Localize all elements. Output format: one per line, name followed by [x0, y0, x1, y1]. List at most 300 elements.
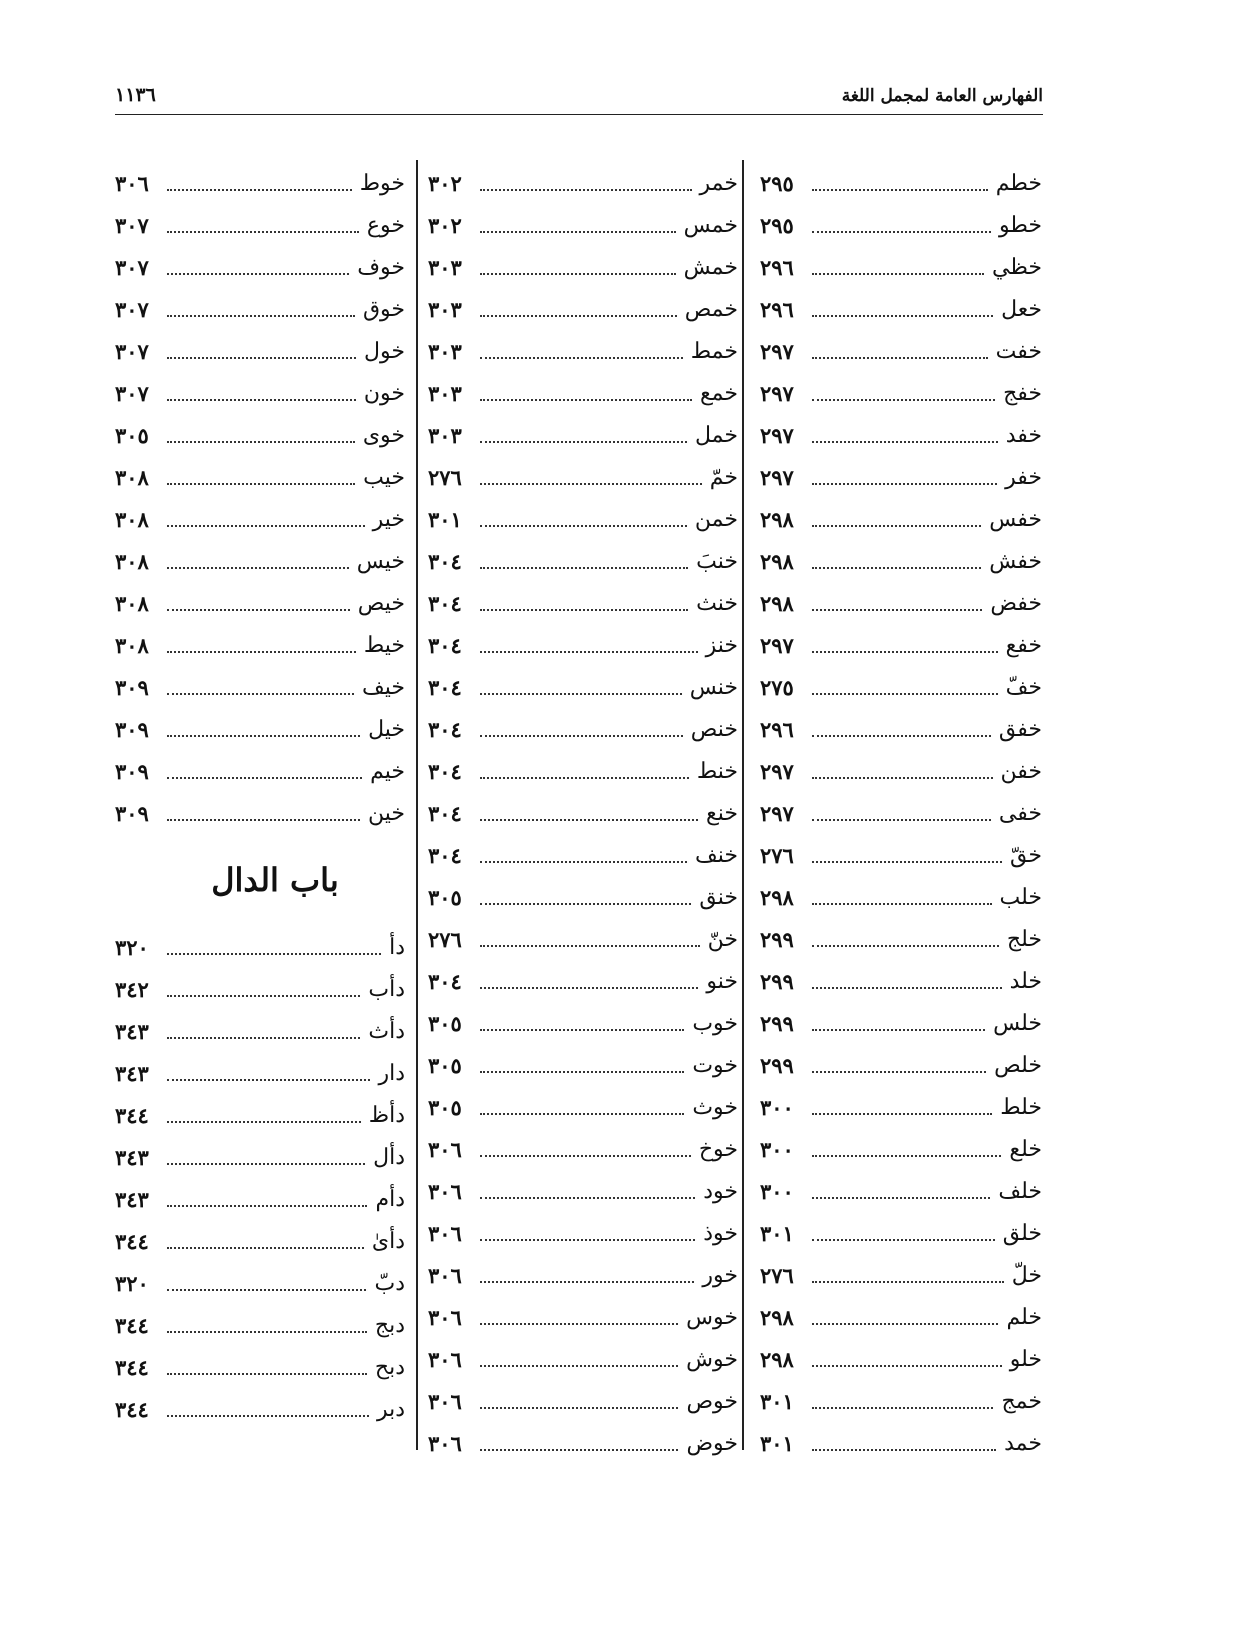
- entry-page-number: ٣٠١: [760, 1430, 794, 1456]
- dot-leader: [167, 995, 360, 997]
- entry-word: خطو: [998, 212, 1042, 238]
- entry-word: خلم: [1006, 1304, 1042, 1330]
- dot-leader: [480, 693, 682, 695]
- index-entry: [760, 1254, 1042, 1296]
- index-entry: [115, 330, 405, 372]
- entry-word: خفس: [989, 506, 1042, 532]
- dot-leader: [812, 231, 991, 233]
- entry-word: خوض: [686, 1430, 738, 1456]
- entry-word: خفر: [1005, 464, 1042, 490]
- index-entry: [428, 1254, 738, 1296]
- entry-page-number: ٢٩٦: [760, 254, 794, 280]
- entry-page-number: ٣٤٤: [115, 1102, 149, 1128]
- entry-page-number: ٣٠٧: [115, 380, 149, 406]
- index-entry: [760, 1296, 1042, 1338]
- entry-word: خوق: [362, 296, 405, 322]
- dot-leader: [812, 1113, 992, 1115]
- index-entry: [115, 498, 405, 540]
- index-entry: [428, 582, 738, 624]
- index-entry: [115, 968, 405, 1010]
- index-entry: [428, 1170, 738, 1212]
- entry-page-number: ٢٩٩: [760, 926, 794, 952]
- entry-page-number: ٣٤٣: [115, 1144, 149, 1170]
- dot-leader: [480, 231, 676, 233]
- entry-word: خيط: [363, 632, 405, 658]
- entry-word: دأل: [373, 1144, 405, 1170]
- dot-leader: [812, 399, 995, 401]
- index-entry: [115, 1010, 405, 1052]
- entry-word: خلس: [993, 1010, 1042, 1036]
- index-entry: [428, 1422, 738, 1464]
- entry-page-number: ٢٩٦: [760, 296, 794, 322]
- entry-word: خيس: [356, 548, 405, 574]
- index-column-right: [760, 162, 1042, 1464]
- entry-word: خمط: [690, 338, 738, 364]
- dot-leader: [812, 315, 993, 317]
- dot-leader: [812, 693, 998, 695]
- index-entry: [115, 246, 405, 288]
- entry-page-number: ٢٩٧: [760, 758, 794, 784]
- entry-word: دبّ: [374, 1270, 405, 1296]
- entry-word: خيف: [361, 674, 405, 700]
- index-entry: [760, 1086, 1042, 1128]
- entry-page-number: ٣٠٤: [428, 968, 462, 994]
- entry-page-number: ٣٤٤: [115, 1354, 149, 1380]
- dot-leader: [480, 861, 687, 863]
- dot-leader: [167, 357, 356, 359]
- entry-page-number: ٣٢٠: [115, 1270, 149, 1296]
- entry-word: خود: [703, 1178, 738, 1204]
- index-entry: [428, 1002, 738, 1044]
- entry-page-number: ٣٤٢: [115, 976, 149, 1002]
- entry-word: خفن: [1000, 758, 1042, 784]
- entry-page-number: ٣٠٤: [428, 716, 462, 742]
- entry-page-number: ٢٧٦: [760, 842, 794, 868]
- dot-leader: [812, 609, 982, 611]
- dot-leader: [167, 1205, 367, 1207]
- entry-page-number: ٣٠٣: [428, 254, 462, 280]
- index-entry: [428, 456, 738, 498]
- entry-page-number: ٣٠٦: [428, 1388, 462, 1414]
- dot-leader: [480, 651, 698, 653]
- dot-leader: [480, 1239, 695, 1241]
- index-entry: [760, 246, 1042, 288]
- entry-word: خمّ: [709, 464, 738, 490]
- entry-word: دأم: [375, 1186, 405, 1212]
- index-entry: [428, 1380, 738, 1422]
- entry-page-number: ٣٠٨: [115, 506, 149, 532]
- entry-page-number: ٣٠٣: [428, 296, 462, 322]
- index-entry: [760, 960, 1042, 1002]
- entry-word: خوب: [692, 1010, 738, 1036]
- dot-leader: [480, 1323, 678, 1325]
- index-entry: [428, 288, 738, 330]
- entry-word: دأظ: [368, 1102, 405, 1128]
- index-entry: [760, 1380, 1042, 1422]
- index-entry: [115, 750, 405, 792]
- dot-leader: [480, 273, 676, 275]
- entry-page-number: ٣٠٥: [115, 422, 149, 448]
- entry-page-number: ٣٠٥: [428, 884, 462, 910]
- entry-page-number: ٣٠٣: [428, 380, 462, 406]
- index-entry: [428, 876, 738, 918]
- entry-word: خوف: [357, 254, 405, 280]
- entry-word: خيل: [368, 716, 405, 742]
- entry-word: خلّ: [1011, 1262, 1042, 1288]
- index-entry: [115, 456, 405, 498]
- dot-leader: [167, 735, 360, 737]
- index-entry: [428, 792, 738, 834]
- entry-page-number: ٣٠٤: [428, 632, 462, 658]
- index-entry: [428, 1338, 738, 1380]
- entry-word: خمع: [699, 380, 738, 406]
- entry-word: خنف: [694, 842, 738, 868]
- index-entry: [760, 288, 1042, 330]
- entry-page-number: ٣٠٣: [428, 422, 462, 448]
- entry-page-number: ٢٧٥: [760, 674, 794, 700]
- entry-word: خلد: [1009, 968, 1042, 994]
- entry-page-number: ٣٠٦: [428, 1262, 462, 1288]
- dot-leader: [812, 1071, 986, 1073]
- column-divider-left: [416, 160, 418, 1450]
- column-divider-right: [742, 160, 744, 1450]
- entry-page-number: ٣٠٩: [115, 800, 149, 826]
- index-entry: [760, 582, 1042, 624]
- entry-word: خوش: [686, 1346, 738, 1372]
- index-entry: [760, 1002, 1042, 1044]
- entry-word: دأب: [368, 976, 405, 1002]
- dot-leader: [167, 189, 352, 191]
- dot-leader: [167, 777, 362, 779]
- entry-word: خلع: [1009, 1136, 1042, 1162]
- entry-word: خفش: [989, 548, 1042, 574]
- index-entry: [428, 708, 738, 750]
- entry-word: خنق: [699, 884, 738, 910]
- entry-word: خمن: [694, 506, 738, 532]
- dot-leader: [812, 819, 991, 821]
- dot-leader: [812, 1029, 985, 1031]
- entry-page-number: ٣٤٣: [115, 1186, 149, 1212]
- entry-word: خمس: [683, 212, 738, 238]
- dot-leader: [167, 399, 356, 401]
- dot-leader: [167, 273, 349, 275]
- entry-page-number: ٣٠٨: [115, 464, 149, 490]
- index-entry: [760, 540, 1042, 582]
- entry-page-number: ٢٧٦: [760, 1262, 794, 1288]
- index-entry: [115, 540, 405, 582]
- index-entry: [760, 1044, 1042, 1086]
- dot-leader: [812, 987, 1002, 989]
- dot-leader: [480, 819, 698, 821]
- dot-leader: [167, 1163, 365, 1165]
- dot-leader: [480, 567, 688, 569]
- index-entry: [115, 288, 405, 330]
- entry-page-number: ٣٠٧: [115, 254, 149, 280]
- entry-word: خيم: [370, 758, 405, 784]
- entry-page-number: ٢٧٦: [428, 926, 462, 952]
- index-entry: [428, 372, 738, 414]
- dot-leader: [812, 861, 1002, 863]
- index-entry: [115, 372, 405, 414]
- entry-word: خول: [364, 338, 405, 364]
- entry-word: دبج: [374, 1312, 405, 1338]
- index-entry: [428, 1086, 738, 1128]
- index-entry: [760, 750, 1042, 792]
- entry-page-number: ٣٠١: [428, 506, 462, 532]
- entry-word: خفى: [998, 800, 1042, 826]
- dot-leader: [480, 1113, 684, 1115]
- dot-leader: [480, 1197, 695, 1199]
- entry-word: خنز: [705, 632, 738, 658]
- entry-word: خمد: [1004, 1430, 1042, 1456]
- entry-word: خين: [368, 800, 405, 826]
- entry-page-number: ٣٠٧: [115, 212, 149, 238]
- dot-leader: [812, 567, 981, 569]
- dot-leader: [167, 1373, 367, 1375]
- dot-leader: [167, 819, 360, 821]
- dot-leader: [167, 693, 354, 695]
- entry-page-number: ٣٢٠: [115, 934, 149, 960]
- entry-page-number: ٢٩٨: [760, 884, 794, 910]
- entry-page-number: ٣٤٤: [115, 1312, 149, 1338]
- entry-page-number: ٣٠٥: [428, 1052, 462, 1078]
- index-entry: [760, 708, 1042, 750]
- entry-word: خلب: [999, 884, 1042, 910]
- entry-page-number: ٣٤٤: [115, 1396, 149, 1422]
- index-entry: [115, 582, 405, 624]
- entry-page-number: ٢٩٧: [760, 800, 794, 826]
- entry-word: خمش: [683, 254, 738, 280]
- index-entry: [428, 330, 738, 372]
- index-entry: [428, 540, 738, 582]
- entry-word: خوص: [686, 1388, 738, 1414]
- entry-word: خمل: [695, 422, 738, 448]
- dot-leader: [480, 903, 691, 905]
- index-entry: [428, 1212, 738, 1254]
- dot-leader: [167, 483, 355, 485]
- entry-page-number: ٣٤٤: [115, 1228, 149, 1254]
- index-entry: [428, 1128, 738, 1170]
- entry-page-number: ٢٩٥: [760, 170, 794, 196]
- dot-leader: [480, 357, 683, 359]
- entry-page-number: ٢٩٩: [760, 1010, 794, 1036]
- entry-word: خفد: [1005, 422, 1042, 448]
- entry-page-number: ٢٩٨: [760, 548, 794, 574]
- entry-word: خون: [363, 380, 405, 406]
- dot-leader: [167, 1079, 370, 1081]
- index-entry: [115, 1094, 405, 1136]
- dot-leader: [812, 1449, 996, 1451]
- index-entry: [115, 1136, 405, 1178]
- index-entry: [760, 162, 1042, 204]
- index-entry: [115, 792, 405, 834]
- entry-page-number: ٣٠٤: [428, 758, 462, 784]
- dot-leader: [167, 231, 359, 233]
- entry-page-number: ٣٠٤: [428, 590, 462, 616]
- entry-page-number: ٣٠١: [760, 1220, 794, 1246]
- entry-page-number: ٢٩٧: [760, 422, 794, 448]
- dot-leader: [812, 1197, 990, 1199]
- dot-leader: [480, 189, 692, 191]
- entry-word: خوى: [362, 422, 405, 448]
- entry-word: دار: [378, 1060, 405, 1086]
- entry-word: خوث: [692, 1094, 738, 1120]
- index-entry: [115, 708, 405, 750]
- dot-leader: [480, 1407, 678, 1409]
- entry-page-number: ٣٠٩: [115, 674, 149, 700]
- entry-page-number: ٢٩٥: [760, 212, 794, 238]
- entry-page-number: ٣٠٠: [760, 1178, 794, 1204]
- entry-word: خنو: [706, 968, 738, 994]
- index-entry: [760, 330, 1042, 372]
- index-entry: [760, 792, 1042, 834]
- index-entry: [760, 876, 1042, 918]
- index-entry: [760, 918, 1042, 960]
- entry-page-number: ٣٠٤: [428, 842, 462, 868]
- entry-word: خفق: [998, 716, 1042, 742]
- dot-leader: [167, 1331, 367, 1333]
- entry-word: خوط: [359, 170, 405, 196]
- index-entry: [760, 498, 1042, 540]
- entry-word: خنط: [696, 758, 738, 784]
- dot-leader: [480, 1281, 694, 1283]
- dot-leader: [812, 483, 997, 485]
- index-column-left: [115, 162, 405, 1430]
- entry-word: خنص: [690, 716, 738, 742]
- dot-leader: [167, 567, 349, 569]
- index-entry: [115, 666, 405, 708]
- entry-page-number: ٣٠٦: [115, 170, 149, 196]
- index-entry: [760, 204, 1042, 246]
- dot-leader: [480, 1365, 678, 1367]
- index-entry: [428, 960, 738, 1002]
- entry-page-number: ٢٩٧: [760, 632, 794, 658]
- dot-leader: [480, 777, 689, 779]
- entry-word: خوت: [692, 1052, 738, 1078]
- entry-page-number: ٢٧٦: [428, 464, 462, 490]
- running-title: الفهارس العامة لمجمل اللغة: [841, 86, 1043, 106]
- entry-word: خنّ: [707, 926, 738, 952]
- index-entry: [760, 414, 1042, 456]
- dot-leader: [812, 903, 992, 905]
- entry-page-number: ٢٩٨: [760, 1304, 794, 1330]
- entry-page-number: ٣٠٦: [428, 1136, 462, 1162]
- index-entry: [760, 372, 1042, 414]
- entry-word: خنبَ: [696, 548, 738, 574]
- entry-page-number: ٣٠٨: [115, 632, 149, 658]
- index-entry: [428, 1296, 738, 1338]
- index-entry: [115, 162, 405, 204]
- entry-word: خلف: [998, 1178, 1042, 1204]
- index-entry: [115, 1304, 405, 1346]
- dot-leader: [812, 441, 998, 443]
- entry-word: خنس: [689, 674, 738, 700]
- entry-page-number: ٣٠٧: [115, 296, 149, 322]
- entry-page-number: ٢٩٩: [760, 1052, 794, 1078]
- dot-leader: [480, 945, 700, 947]
- dot-leader: [480, 1449, 678, 1451]
- dot-leader: [812, 357, 988, 359]
- entry-page-number: ٣٠٦: [428, 1178, 462, 1204]
- entry-page-number: ٣٠٠: [760, 1094, 794, 1120]
- entry-word: خنث: [696, 590, 738, 616]
- index-entry: [115, 926, 405, 968]
- section-heading: باب الدال: [211, 861, 339, 899]
- entry-word: دأىٰ: [371, 1228, 405, 1254]
- dot-leader: [480, 1155, 691, 1157]
- index-entry: [115, 1346, 405, 1388]
- entry-word: خور: [702, 1262, 738, 1288]
- dot-leader: [167, 1289, 366, 1291]
- entry-page-number: ٣٠٥: [428, 1094, 462, 1120]
- entry-page-number: ٣٠٦: [428, 1346, 462, 1372]
- dot-leader: [812, 189, 988, 191]
- entry-word: خيب: [363, 464, 405, 490]
- entry-word: خظي: [992, 254, 1042, 280]
- page-number: ١١٣٦: [115, 84, 156, 106]
- dot-leader: [812, 1323, 998, 1325]
- entry-page-number: ٣٠٢: [428, 212, 462, 238]
- dot-leader: [167, 651, 356, 653]
- dot-leader: [167, 1247, 364, 1249]
- index-entry: [115, 1178, 405, 1220]
- entry-page-number: ٣٠٤: [428, 800, 462, 826]
- index-entry: [115, 1052, 405, 1094]
- entry-page-number: ٣٤٣: [115, 1018, 149, 1044]
- dot-leader: [812, 651, 998, 653]
- entry-page-number: ٣٠٢: [428, 170, 462, 196]
- dot-leader: [167, 1121, 361, 1123]
- entry-word: خقّ: [1010, 842, 1042, 868]
- index-entry: [428, 498, 738, 540]
- index-entry: [428, 834, 738, 876]
- entry-page-number: ٢٩٨: [760, 506, 794, 532]
- dot-leader: [480, 399, 692, 401]
- entry-page-number: ٢٩٧: [760, 380, 794, 406]
- entry-word: خوذ: [703, 1220, 738, 1246]
- dot-leader: [480, 441, 687, 443]
- entry-word: خلق: [1002, 1220, 1042, 1246]
- index-entry: [428, 1044, 738, 1086]
- entry-word: خنع: [706, 800, 738, 826]
- entry-page-number: ٣٠٠: [760, 1136, 794, 1162]
- dot-leader: [480, 525, 687, 527]
- entry-word: دبح: [374, 1354, 405, 1380]
- entry-word: دأ: [389, 934, 405, 960]
- index-entry: [760, 666, 1042, 708]
- index-entry: [760, 1128, 1042, 1170]
- entry-word: خلط: [1000, 1094, 1042, 1120]
- entry-page-number: ٣٠١: [760, 1388, 794, 1414]
- entry-page-number: ٣٠٦: [428, 1220, 462, 1246]
- dot-leader: [480, 735, 683, 737]
- index-entry: [115, 1220, 405, 1262]
- entry-page-number: ٢٩٧: [760, 338, 794, 364]
- entry-page-number: ٣٠٨: [115, 548, 149, 574]
- dot-leader: [480, 609, 688, 611]
- entry-word: خمص: [684, 296, 738, 322]
- entry-word: خوع: [366, 212, 405, 238]
- dot-leader: [812, 1155, 1001, 1157]
- entry-page-number: ٢٩٨: [760, 590, 794, 616]
- entry-word: خيص: [357, 590, 405, 616]
- entry-page-number: ٣٠٦: [428, 1430, 462, 1456]
- dot-leader: [480, 483, 702, 485]
- index-entry: [760, 1212, 1042, 1254]
- dot-leader: [812, 1365, 1002, 1367]
- index-entry: [428, 246, 738, 288]
- entry-word: خطم: [995, 170, 1042, 196]
